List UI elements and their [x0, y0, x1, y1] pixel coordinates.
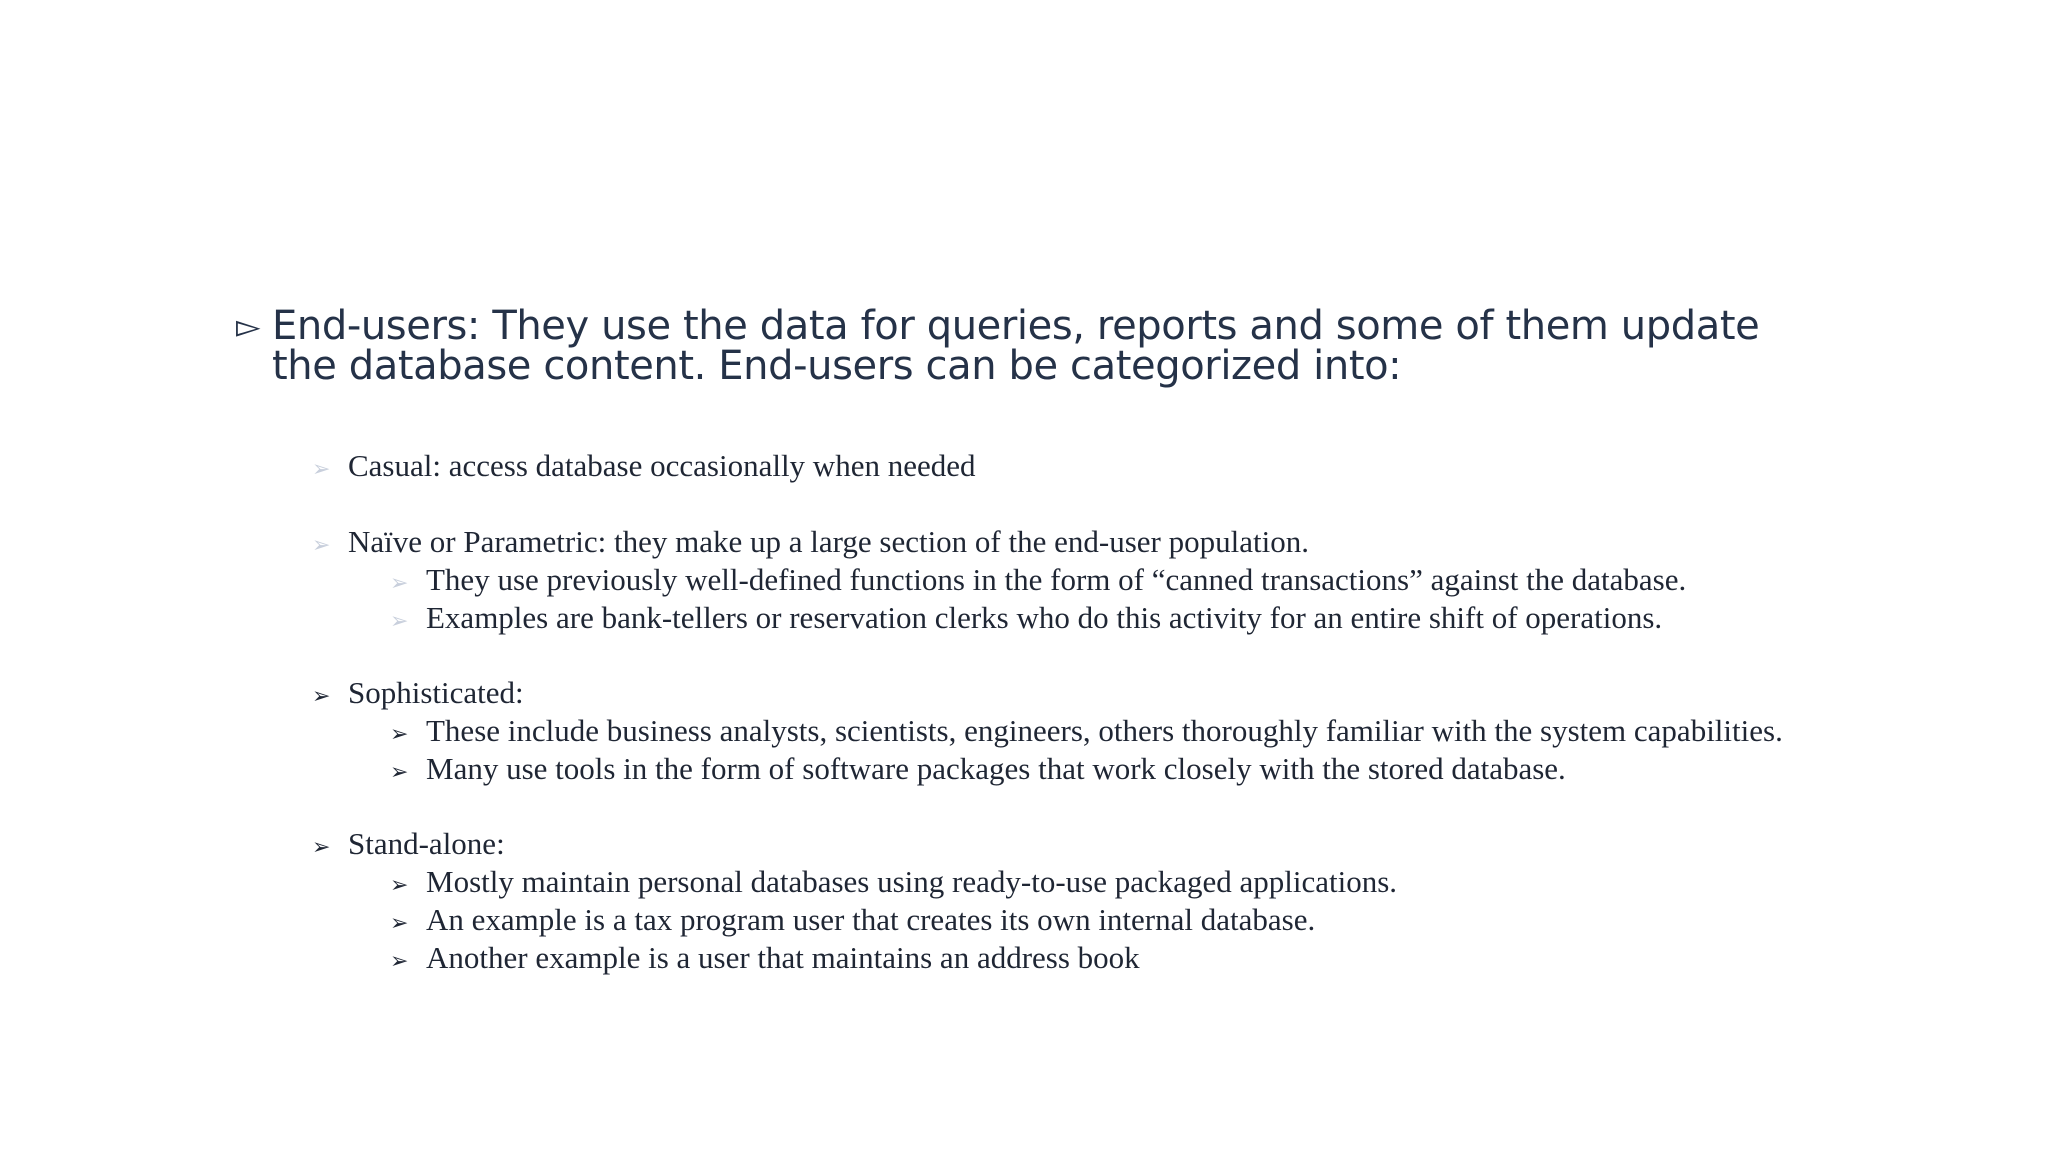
- list-item-casual: [312, 448, 975, 484]
- list-item-sophisticated: [312, 675, 524, 711]
- sub-list-item: [390, 600, 1662, 636]
- arrow-bullet-icon: ➢: [390, 911, 409, 936]
- arrow-bullet-icon: ➢: [390, 571, 409, 596]
- arrow-bullet-icon: ➢: [390, 949, 409, 974]
- sub-list-item-text: Examples are bank-tellers or reservation clerks who do this activity for an entire shift of operations.: [426, 600, 1663, 635]
- arrow-bullet-icon: ➢: [390, 760, 409, 785]
- arrow-bullet-icon: ➢: [312, 457, 331, 482]
- sub-list-item-text: Many use tools in the form of software packages that work closely with the stored database.: [426, 751, 1566, 786]
- sub-list-item: [390, 940, 1140, 976]
- sub-list-item-text: They use previously well-defined functions in the form of “canned transactions” against the database.: [426, 562, 1687, 597]
- list-item-label: Casual: access database occasionally when needed: [348, 448, 976, 483]
- list-item-naive: [312, 524, 1309, 560]
- main-bullet-text: End-users: They use the data for queries, reports and some of them update the database content. End-users can be categorized into:: [272, 303, 1760, 389]
- sub-list-item: [390, 864, 1397, 900]
- arrow-bullet-icon: ➢: [312, 533, 331, 558]
- triangle-bullet-icon: ▻: [236, 307, 261, 345]
- sub-list-item-text: These include business analysts, scientists, engineers, others thoroughly familiar with the system capabilities.: [426, 713, 1783, 748]
- sub-list-item-text: Mostly maintain personal databases using ready-to-use packaged applications.: [426, 864, 1398, 899]
- arrow-bullet-icon: ➢: [390, 609, 409, 634]
- arrow-bullet-icon: ➢: [390, 722, 409, 747]
- sub-list-item: [390, 562, 1686, 598]
- arrow-bullet-icon: ➢: [312, 684, 331, 709]
- list-item-label: Stand-alone:: [348, 826, 505, 861]
- arrow-bullet-icon: ➢: [312, 835, 331, 860]
- sub-list-item-text: Another example is a user that maintains an address book: [426, 940, 1140, 975]
- arrow-bullet-icon: ➢: [390, 873, 409, 898]
- sub-list-item: [390, 902, 1315, 938]
- list-item-standalone: [312, 826, 505, 862]
- sub-list-item: [390, 713, 1783, 749]
- list-item-label: Sophisticated:: [348, 675, 524, 710]
- sub-list-item-text: An example is a tax program user that creates its own internal database.: [426, 902, 1316, 937]
- list-item-label: Naïve or Parametric: they make up a large section of the end-user population.: [348, 524, 1309, 559]
- sub-list-item: [390, 751, 1566, 787]
